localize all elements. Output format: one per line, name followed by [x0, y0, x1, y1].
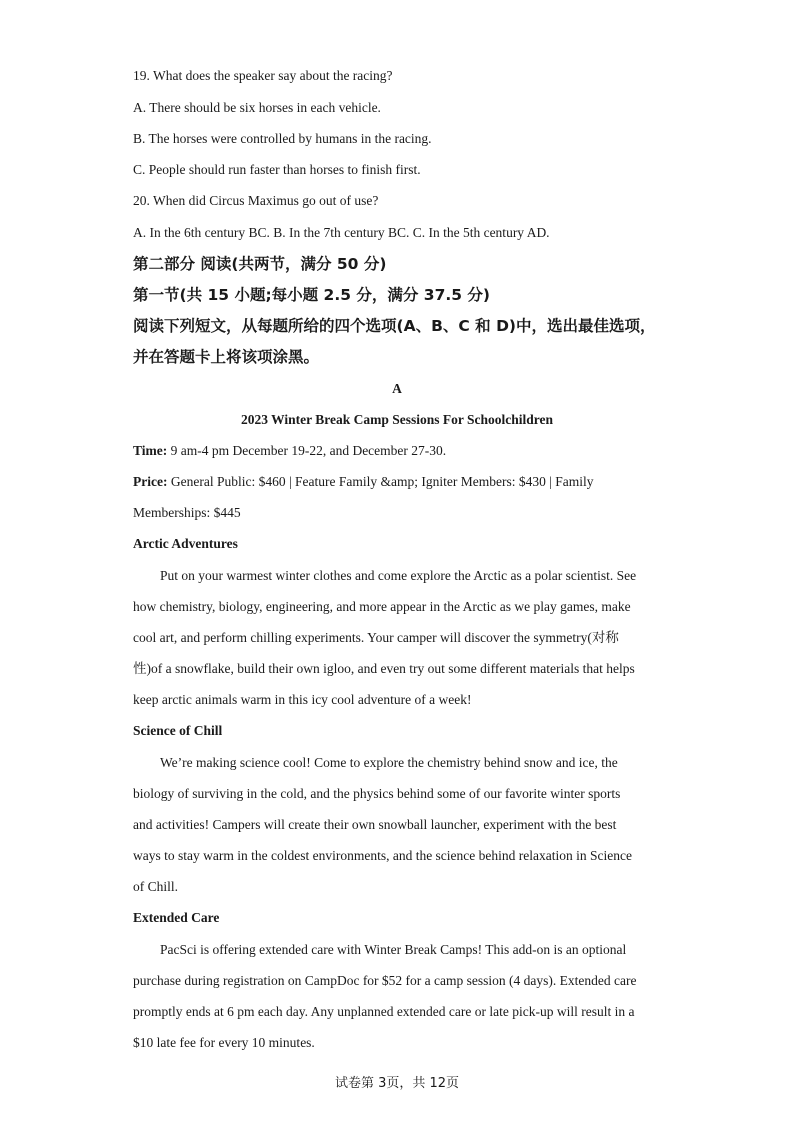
care-paragraph-line: purchase during registration on CampDoc for $52 for a camp session (4 days). Extended care — [133, 973, 637, 988]
price-line-2: Memberships: $445 — [133, 505, 241, 520]
care-paragraph-line: promptly ends at 6 pm each day. Any unplanned extended care or late pick-up will result in a — [133, 1004, 635, 1019]
question-19-option-b: B. The horses were controlled by humans in the racing. — [133, 131, 432, 146]
arctic-paragraph-line: Put on your warmest winter clothes and come explore the Arctic as a polar scientist. See — [160, 568, 637, 583]
arctic-paragraph-line: how chemistry, biology, engineering, and more appear in the Arctic as we play games, make — [133, 599, 631, 614]
extended-care-heading: Extended Care — [133, 910, 220, 925]
chill-paragraph-line: biology of surviving in the cold, and the physics behind some of our favorite winter sports — [133, 786, 621, 801]
arctic-adventures-heading: Arctic Adventures — [133, 536, 238, 551]
time-line — [133, 442, 663, 460]
arctic-paragraph-line: cool art, and perform chilling experiments. Your camper will discover the symmetry(对称 — [133, 630, 619, 645]
question-19-option-c: C. People should run faster than horses to finish first. — [133, 162, 421, 177]
care-paragraph-line: PacSci is offering extended care with Winter Break Camps! This add-on is an optional — [160, 942, 627, 957]
question-19: 19. What does the speaker say about the racing? — [133, 68, 393, 83]
chill-paragraph-line: and activities! Campers will create their own snowball launcher, experiment with the best — [133, 817, 617, 832]
question-19-option-a: A. There should be six horses in each vehicle. — [133, 100, 381, 115]
arctic-paragraph-line: 性)of a snowflake, build their own igloo, and even try out some different materials that helps — [133, 661, 635, 676]
arctic-paragraph-line: keep arctic animals warm in this icy cool adventure of a week! — [133, 692, 472, 707]
chill-paragraph-line: We’re making science cool! Come to explore the chemistry behind snow and ice, the — [160, 755, 618, 770]
care-paragraph-line: $10 late fee for every 10 minutes. — [133, 1035, 315, 1050]
instruction-line-2: 并在答题卡上将该项涂黑。 — [133, 348, 320, 366]
chill-paragraph-line: of Chill. — [133, 879, 179, 894]
question-20-options: A. In the 6th century BC. B. In the 7th century BC. C. In the 5th century AD. — [133, 225, 550, 240]
passage-letter: A — [392, 381, 402, 396]
section-one-title: 第一节(共 15 小题;每小题 2.5 分，满分 37.5 分) — [133, 286, 491, 304]
time-value: 9 am-4 pm December 19-22, and December 27-30. — [167, 443, 447, 458]
instruction-line-1: 阅读下列短文，从每题所给的四个选项(A、B、C 和 D)中，选出最佳选项， — [133, 317, 656, 335]
time-label: Time: — [133, 443, 168, 458]
price-label: Price: — [133, 474, 168, 489]
price-line — [133, 473, 663, 491]
chill-paragraph-line: ways to stay warm in the coldest environments, and the science behind relaxation in Science — [133, 848, 632, 863]
passage-title: 2023 Winter Break Camp Sessions For Schoolchildren — [240, 412, 554, 427]
science-of-chill-heading: Science of Chill — [133, 723, 223, 738]
question-20: 20. When did Circus Maximus go out of use? — [133, 193, 379, 208]
part-two-title: 第二部分 阅读(共两节，满分 50 分) — [133, 255, 387, 273]
price-value: General Public: $460 | Feature Family &amp; Igniter Members: $430 | Family — [167, 474, 594, 489]
page-footer: 试卷第 3页，共 12页 — [334, 1076, 460, 1091]
